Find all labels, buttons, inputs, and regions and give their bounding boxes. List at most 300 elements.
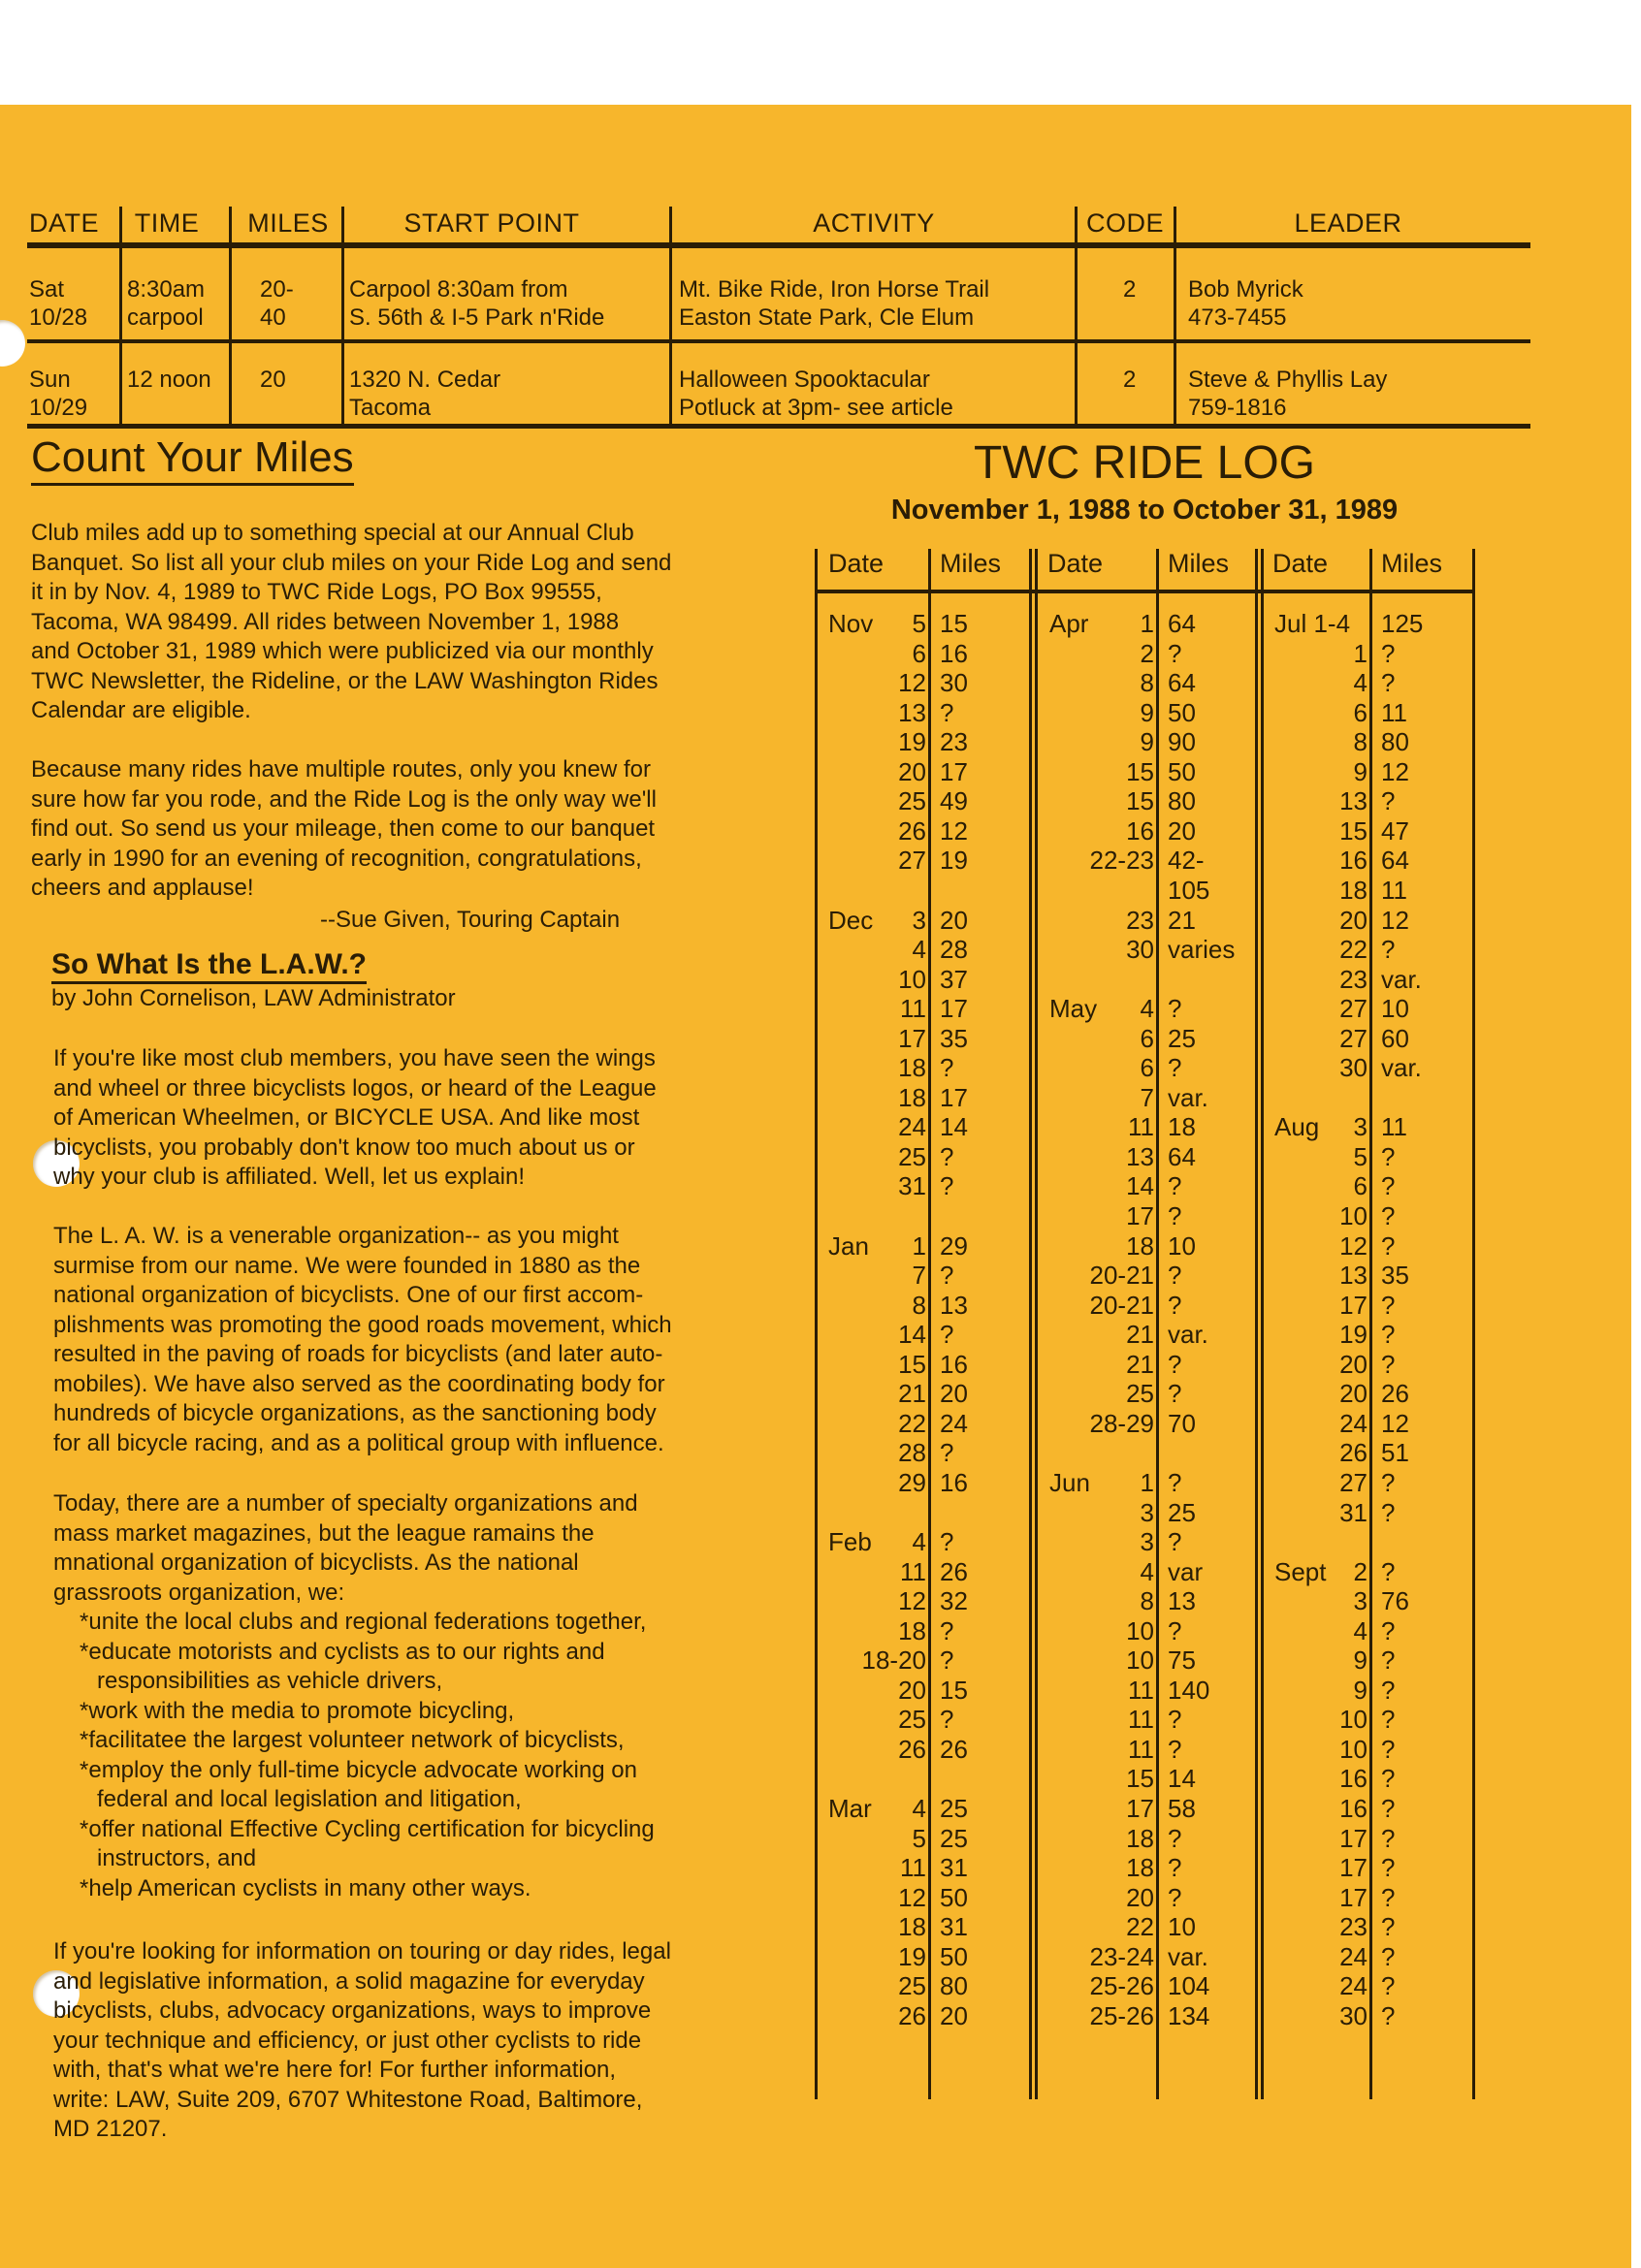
log-miles-cell: 10 [1381, 994, 1409, 1024]
log-miles-cell: var. [1168, 1320, 1208, 1350]
header-leader: LEADER [1294, 208, 1402, 238]
log-column-divider [928, 549, 931, 2099]
log-miles-cell: ? [1381, 1141, 1396, 1171]
log-miles-cell: ? [1381, 668, 1396, 698]
schedule-leader-cell: 473-7455 [1188, 304, 1287, 331]
log-date-cell: 25 [898, 1971, 926, 2001]
text-line: mnational organization of bicyclists. As the national [53, 1549, 579, 1576]
log-miles-cell: var. [1381, 964, 1422, 994]
log-date-cell: 22 [1339, 935, 1368, 965]
log-date-cell: 4 [912, 935, 926, 965]
log-miles-cell: 17 [940, 756, 968, 786]
log-miles-cell: ? [1168, 1823, 1182, 1853]
column-divider [229, 207, 232, 427]
schedule-miles-cell: 20 [260, 367, 286, 393]
schedule-activity-cell: Easton State Park, Cle Elum [679, 304, 975, 331]
log-month-label: Feb [828, 1527, 872, 1557]
log-miles-cell: 26 [940, 1556, 968, 1586]
schedule-miles-cell: 40 [260, 304, 286, 331]
log-miles-cell: ? [940, 1615, 954, 1645]
log-date-cell: 20-21 [1089, 1261, 1154, 1291]
log-date-cell: 5 [912, 609, 926, 638]
log-miles-cell: ? [1168, 1615, 1182, 1645]
text-line: of American Wheelmen, or BICYCLE USA. And like most [53, 1104, 640, 1131]
log-header-date: Date [828, 549, 885, 578]
log-column-divider [1472, 549, 1475, 2099]
law-paragraph-2 [53, 1222, 672, 1458]
log-miles-cell: 20 [940, 2000, 968, 2030]
log-date-cell: 6 [1140, 1053, 1154, 1083]
text-line: Because many rides have multiple routes, only you knew for [31, 756, 651, 783]
text-line: If you're like most club members, you have seen the wings [53, 1045, 656, 1071]
law-paragraph-4 [53, 1937, 671, 2145]
text-line: national organization of bicyclists. One of our first accom- [53, 1282, 644, 1308]
log-date-cell: 20-21 [1089, 1290, 1154, 1320]
log-miles-cell: 50 [940, 1941, 968, 1971]
log-date-cell: 29 [898, 1467, 926, 1497]
bullet-item: *employ the only full-time bicycle advocate working on [80, 1756, 637, 1783]
header-time: TIME [134, 208, 200, 238]
log-miles-cell: 28 [940, 935, 968, 965]
log-date-cell: 17 [1339, 1290, 1368, 1320]
log-date-cell: 16 [1339, 846, 1368, 876]
log-date-cell: 9 [1140, 727, 1154, 757]
log-month-label: Sept [1274, 1556, 1327, 1586]
log-miles-cell: ? [1381, 1171, 1396, 1201]
log-date-cell: 25 [898, 1141, 926, 1171]
log-date-cell: 12 [898, 1586, 926, 1616]
log-miles-cell: 26 [940, 1734, 968, 1764]
log-miles-cell: ? [940, 1261, 954, 1291]
log-date-cell: 1 [1140, 609, 1154, 638]
log-miles-cell: 25 [1168, 1023, 1196, 1053]
log-date-cell: 21 [1126, 1320, 1154, 1350]
log-miles-cell: 25 [1168, 1497, 1196, 1527]
log-date-cell: 8 [1140, 1586, 1154, 1616]
schedule-activity-cell: Potluck at 3pm- see article [679, 395, 953, 421]
log-miles-cell: ? [1381, 1853, 1396, 1883]
log-date-cell: 27 [1339, 1467, 1368, 1497]
log-miles-cell: ? [1168, 1290, 1182, 1320]
text-line: find out. So send us your mileage, then come to our banquet [31, 815, 656, 842]
log-date-cell: 21 [898, 1379, 926, 1409]
log-header-date: Date [1272, 549, 1329, 578]
log-date-cell: 30 [1339, 2000, 1368, 2030]
log-date-cell: 20 [1126, 1882, 1154, 1912]
log-date-cell: 15 [1126, 786, 1154, 816]
log-date-cell: 11 [1128, 1112, 1154, 1142]
log-month-label: Nov [828, 609, 874, 638]
log-date-cell: 24 [1339, 1971, 1368, 2001]
log-miles-cell: ? [1381, 1941, 1396, 1971]
log-date-cell: 10 [1339, 1705, 1368, 1735]
text-line: cheers and applause! [31, 875, 254, 901]
law-paragraph-1 [53, 1044, 657, 1193]
log-miles-cell: var. [1168, 1082, 1208, 1112]
text-line: Banquet. So list all your club miles on your Ride Log and send [31, 549, 672, 576]
log-miles-cell: 14 [1168, 1764, 1196, 1794]
log-header-miles: Miles [1381, 549, 1443, 578]
log-miles-cell: ? [1168, 1201, 1182, 1230]
log-date-cell: 18 [1339, 875, 1368, 905]
log-miles-cell: ? [940, 1438, 954, 1468]
log-date-cell: 20 [898, 756, 926, 786]
log-month-label: Apr [1049, 609, 1089, 638]
log-miles-cell: 80 [940, 1971, 968, 2001]
log-date-cell: 18 [898, 1082, 926, 1112]
log-miles-cell: 64 [1168, 668, 1196, 698]
log-date-cell: 3 [1140, 1527, 1154, 1557]
log-miles-cell: ? [1381, 1320, 1396, 1350]
log-miles-cell: ? [1381, 1615, 1396, 1645]
log-miles-cell: 35 [1381, 1261, 1409, 1291]
log-miles-cell: ? [1168, 1467, 1182, 1497]
log-header-miles: Miles [1168, 549, 1230, 578]
log-date-cell: 20 [1339, 905, 1368, 935]
bullet-item: *educate motorists and cyclists as to our rights and [80, 1638, 605, 1665]
schedule-miles-cell: 20- [260, 276, 294, 303]
log-miles-cell: ? [1381, 2000, 1396, 2030]
log-date-cell: 27 [1339, 1023, 1368, 1053]
log-date-cell: 16 [1339, 1794, 1368, 1823]
log-miles-cell: 20 [940, 1379, 968, 1409]
log-miles-cell: 12 [1381, 905, 1409, 935]
log-miles-cell: 31 [940, 1853, 968, 1883]
log-date-cell: 8 [912, 1290, 926, 1320]
log-date-cell: 30 [1339, 1053, 1368, 1083]
log-miles-cell: ? [1381, 1971, 1396, 2001]
log-miles-cell: 51 [1381, 1438, 1409, 1468]
schedule-start-cell: S. 56th & I-5 Park n'Ride [349, 304, 605, 331]
log-date-cell: 18 [1126, 1853, 1154, 1883]
log-miles-cell: 20 [1168, 815, 1196, 846]
log-miles-cell: 20 [940, 905, 968, 935]
log-miles-cell: 15 [940, 609, 968, 638]
log-miles-cell: ? [1381, 1734, 1396, 1764]
text-line: Club miles add up to something special at our Annual Club [31, 520, 634, 546]
law-article-title: So What Is the L.A.W.? [51, 948, 367, 984]
log-date-cell: 28 [898, 1438, 926, 1468]
log-miles-cell: ? [1381, 1201, 1396, 1230]
log-date-cell: 12 [898, 668, 926, 698]
bullet-continuation: federal and local legislation and litigation, [97, 1786, 522, 1812]
log-date-cell: 7 [1140, 1082, 1154, 1112]
log-miles-cell: 12 [1381, 1408, 1409, 1438]
log-miles-cell: 80 [1381, 727, 1409, 757]
log-miles-cell: ? [940, 1645, 954, 1676]
log-column-divider [1156, 549, 1159, 2099]
log-miles-cell: ? [940, 1053, 954, 1083]
bullet-continuation: responsibilities as vehicle drivers, [97, 1668, 443, 1694]
log-date-cell: 11 [900, 994, 926, 1024]
log-header-date: Date [1047, 549, 1104, 578]
log-date-cell: 10 [1339, 1734, 1368, 1764]
header-code: CODE [1085, 208, 1165, 238]
text-line: and legislative information, a solid magazine for everyday [53, 1967, 645, 1995]
log-date-cell: 13 [1126, 1141, 1154, 1171]
text-line: why your club is affiliated. Well, let us explain! [53, 1164, 526, 1190]
log-date-cell: 6 [1353, 1171, 1368, 1201]
log-date-cell: 4 [1353, 668, 1368, 698]
log-date-cell: 23 [1339, 964, 1368, 994]
log-date-cell: 5 [912, 1823, 926, 1853]
log-miles-cell: ? [1381, 935, 1396, 965]
log-date-cell: 12 [1339, 1230, 1368, 1261]
header-date: DATE [28, 208, 100, 238]
text-line: write: LAW, Suite 209, 6707 Whitestone Road, Baltimore, [53, 2086, 643, 2113]
log-miles-cell: 15 [940, 1675, 968, 1705]
bullet-item: *offer national Effective Cycling certification for bicycling [80, 1815, 655, 1842]
log-miles-cell: 25 [940, 1823, 968, 1853]
log-date-cell: 4 [1140, 1556, 1154, 1586]
text-line: hundreds of bicycle organizations, as the sanctioning body [53, 1400, 657, 1426]
log-miles-cell: ? [1168, 1349, 1182, 1379]
table-bottom-rule [27, 424, 1530, 429]
ride-log-subtitle: November 1, 1988 to October 31, 1989 [890, 495, 1399, 526]
log-miles-cell: 47 [1381, 815, 1409, 846]
header-miles: MILES [247, 208, 329, 238]
log-date-cell: 20 [1339, 1379, 1368, 1409]
log-miles-cell: ? [1168, 1705, 1182, 1735]
log-miles-cell: 105 [1168, 875, 1210, 905]
text-line: mass market magazines, but the league ramains the [53, 1519, 595, 1547]
log-miles-cell: ? [940, 1141, 954, 1171]
count-your-miles-title: Count Your Miles [31, 434, 354, 486]
text-line: Calendar are eligible. [31, 697, 251, 723]
log-date-cell: 7 [912, 1261, 926, 1291]
schedule-leader-cell: Steve & Phyllis Lay [1188, 367, 1388, 393]
log-month-label: Dec [828, 905, 874, 935]
schedule-start-cell: 1320 N. Cedar [349, 367, 501, 393]
log-date-cell: 26 [898, 815, 926, 846]
log-miles-cell: 49 [940, 786, 968, 816]
log-miles-cell: ? [940, 1171, 954, 1201]
text-line: early in 1990 for an evening of recognition, congratulations, [31, 845, 642, 872]
log-miles-cell: 64 [1381, 846, 1409, 876]
log-miles-cell: 31 [940, 1912, 968, 1942]
log-miles-cell: 16 [940, 638, 968, 668]
log-miles-cell: ? [1381, 638, 1396, 668]
log-miles-cell: 10 [1168, 1230, 1196, 1261]
log-miles-cell: 21 [1168, 905, 1196, 935]
table-row-rule [27, 339, 1530, 343]
log-miles-cell: 134 [1168, 2000, 1210, 2030]
log-miles-cell: ? [940, 1320, 954, 1350]
log-miles-cell: ? [1168, 1853, 1182, 1883]
log-miles-cell: var [1168, 1556, 1204, 1586]
text-line: TWC Newsletter, the Rideline, or the LAW Washington Rides [31, 667, 659, 694]
log-date-cell: 13 [1339, 786, 1368, 816]
column-divider [669, 207, 672, 427]
log-date-cell: 19 [898, 1941, 926, 1971]
log-miles-cell: ? [1381, 1675, 1396, 1705]
log-date-cell: 4 [1353, 1615, 1368, 1645]
log-date-cell: 15 [1126, 1764, 1154, 1794]
log-miles-cell: ? [1381, 1764, 1396, 1794]
log-miles-cell: 32 [940, 1586, 968, 1616]
log-date-cell: 4 [912, 1527, 926, 1557]
schedule-code-cell: 2 [1123, 276, 1137, 303]
log-date-cell: 11 [1128, 1734, 1154, 1764]
log-date-cell: 31 [1339, 1497, 1368, 1527]
log-miles-cell: 14 [940, 1112, 968, 1142]
text-line: with, that's what we're here for! For further information, [53, 2057, 617, 2083]
log-date-cell: 10 [1339, 1201, 1368, 1230]
log-miles-cell: ? [1381, 1645, 1396, 1676]
log-miles-cell: ? [1381, 1882, 1396, 1912]
schedule-time-cell: 8:30am [127, 276, 206, 303]
log-miles-cell: 18 [1168, 1112, 1196, 1142]
log-miles-cell: 16 [940, 1349, 968, 1379]
log-miles-cell: ? [1381, 1349, 1396, 1379]
log-date-cell: 17 [1339, 1882, 1368, 1912]
log-miles-cell: ? [1168, 1379, 1182, 1409]
bullet-item: *facilitatee the largest volunteer network of bicyclists, [80, 1727, 625, 1753]
log-miles-cell: 64 [1168, 1141, 1196, 1171]
log-miles-cell: 50 [940, 1882, 968, 1912]
log-date-cell: 21 [1126, 1349, 1154, 1379]
log-miles-cell: ? [940, 1705, 954, 1735]
log-column-divider [1029, 549, 1032, 2099]
log-header-rule [815, 590, 1475, 593]
log-miles-cell: 80 [1168, 786, 1196, 816]
log-date-cell: 13 [1339, 1261, 1368, 1291]
log-date-cell: 9 [1353, 1675, 1368, 1705]
log-date-cell: 3 [1140, 1497, 1154, 1527]
log-date-cell: 31 [898, 1171, 926, 1201]
log-miles-cell: 35 [940, 1023, 968, 1053]
log-miles-cell: ? [1168, 638, 1182, 668]
log-date-cell: 22 [1126, 1912, 1154, 1942]
log-date-cell: 25-26 [1089, 2000, 1154, 2030]
log-date-cell: 5 [1353, 1141, 1368, 1171]
log-miles-cell: 29 [940, 1230, 968, 1261]
log-date-cell: 25 [898, 786, 926, 816]
log-miles-cell: ? [940, 697, 954, 727]
text-line: If you're looking for information on touring or day rides, legal [53, 1938, 671, 1965]
text-line: plishments was promoting the good roads movement, which [53, 1311, 672, 1338]
log-month-label: Jun [1049, 1467, 1090, 1497]
log-miles-cell: 12 [1381, 756, 1409, 786]
log-date-cell: 17 [898, 1023, 926, 1053]
log-date-cell: 10 [1126, 1615, 1154, 1645]
log-date-cell: 18 [898, 1053, 926, 1083]
log-date-cell: 26 [1339, 1438, 1368, 1468]
log-date-cell: 9 [1353, 756, 1368, 786]
log-date-cell: 26 [898, 2000, 926, 2030]
log-date-cell: 4 [1140, 994, 1154, 1024]
text-line: The L. A. W. is a venerable organization-- as you might [53, 1223, 619, 1249]
log-miles-cell: ? [1381, 1912, 1396, 1942]
log-date-cell: 22-23 [1089, 846, 1154, 876]
schedule-leader-cell: Bob Myrick [1188, 276, 1303, 303]
log-date-cell: 18 [1126, 1230, 1154, 1261]
log-miles-cell: 70 [1168, 1408, 1196, 1438]
log-miles-cell: 24 [940, 1408, 968, 1438]
text-line: resulted in the paving of roads for bicyclists (and later auto- [53, 1341, 663, 1367]
log-date-cell: 19 [898, 727, 926, 757]
log-date-cell: 12 [898, 1882, 926, 1912]
log-miles-cell: 26 [1381, 1379, 1409, 1409]
log-date-cell: 9 [1353, 1645, 1368, 1676]
log-miles-cell: ? [1168, 994, 1182, 1024]
schedule-date-cell: 10/28 [29, 304, 88, 331]
log-header-miles: Miles [940, 549, 1002, 578]
bullet-item: *help American cyclists in many other ways. [80, 1874, 531, 1901]
log-miles-cell: 50 [1168, 756, 1196, 786]
log-date-cell: 23 [1126, 905, 1154, 935]
log-date-cell: 2 [1353, 1556, 1368, 1586]
text-line: it in by Nov. 4, 1989 to TWC Ride Logs, PO Box 99555, [31, 579, 602, 605]
log-date-cell: 6 [912, 638, 926, 668]
log-miles-cell: ? [1381, 1823, 1396, 1853]
schedule-time-cell: 12 noon [127, 367, 211, 393]
log-miles-cell: ? [1168, 1734, 1182, 1764]
log-date-cell: 25 [898, 1705, 926, 1735]
log-month-label: Aug [1274, 1112, 1320, 1142]
text-line: surmise from our name. We were founded in 1880 as the [53, 1252, 641, 1279]
text-line: and wheel or three bicyclists logos, or heard of the League [53, 1074, 657, 1102]
log-date-cell: 11 [900, 1853, 926, 1883]
log-miles-cell: var. [1168, 1941, 1208, 1971]
log-miles-cell: ? [1168, 1261, 1182, 1291]
log-date-cell: 3 [1353, 1112, 1368, 1142]
schedule-date-cell: 10/29 [29, 395, 88, 421]
log-miles-cell: 25 [940, 1794, 968, 1823]
table-header-rule [27, 242, 1530, 248]
header-start-point: START POINT [403, 208, 580, 238]
log-date-cell: 19 [1339, 1320, 1368, 1350]
log-date-cell: 27 [1339, 994, 1368, 1024]
log-month-label: Jan [828, 1230, 869, 1261]
log-date-cell: 27 [898, 846, 926, 876]
text-line: MD 21207. [53, 2116, 168, 2142]
text-line: Tacoma, WA 98499. All rides between November 1, 1988 [31, 608, 620, 635]
log-miles-cell: ? [1381, 1556, 1396, 1586]
log-miles-cell: 37 [940, 964, 968, 994]
log-date-cell: 24 [1339, 1408, 1368, 1438]
column-divider [1174, 207, 1176, 427]
column-divider [1075, 207, 1078, 427]
log-miles-cell: 11 [1381, 697, 1407, 727]
log-miles-cell: 90 [1168, 727, 1196, 757]
log-miles-cell: 140 [1168, 1675, 1210, 1705]
log-date-cell: 22 [898, 1408, 926, 1438]
log-date-cell: 6 [1140, 1023, 1154, 1053]
log-miles-cell: ? [1381, 1497, 1396, 1527]
schedule-activity-cell: Mt. Bike Ride, Iron Horse Trail [679, 276, 990, 303]
count-miles-paragraph-1 [31, 519, 671, 726]
log-miles-cell: 42- [1168, 846, 1205, 876]
log-miles-cell: 19 [940, 846, 968, 876]
log-miles-cell: ? [1381, 786, 1396, 816]
law-paragraph-3 [53, 1489, 638, 1608]
log-miles-cell: ? [1381, 1794, 1396, 1823]
log-miles-cell: 30 [940, 668, 968, 698]
log-date-cell: 14 [1126, 1171, 1154, 1201]
header-activity: ACTIVITY [813, 208, 935, 238]
log-date-cell: 20 [898, 1675, 926, 1705]
log-month-label: May [1049, 994, 1098, 1024]
log-date-cell: 23-24 [1089, 1941, 1154, 1971]
log-date-cell: 13 [898, 697, 926, 727]
text-line: mobiles). We have also served as the coordinating body for [53, 1370, 665, 1397]
log-miles-cell: var. [1381, 1053, 1422, 1083]
log-date-cell: 25-26 [1089, 1971, 1154, 2001]
count-miles-paragraph-2 [31, 755, 657, 904]
log-miles-cell: 58 [1168, 1794, 1196, 1823]
log-date-cell: 30 [1126, 935, 1154, 965]
